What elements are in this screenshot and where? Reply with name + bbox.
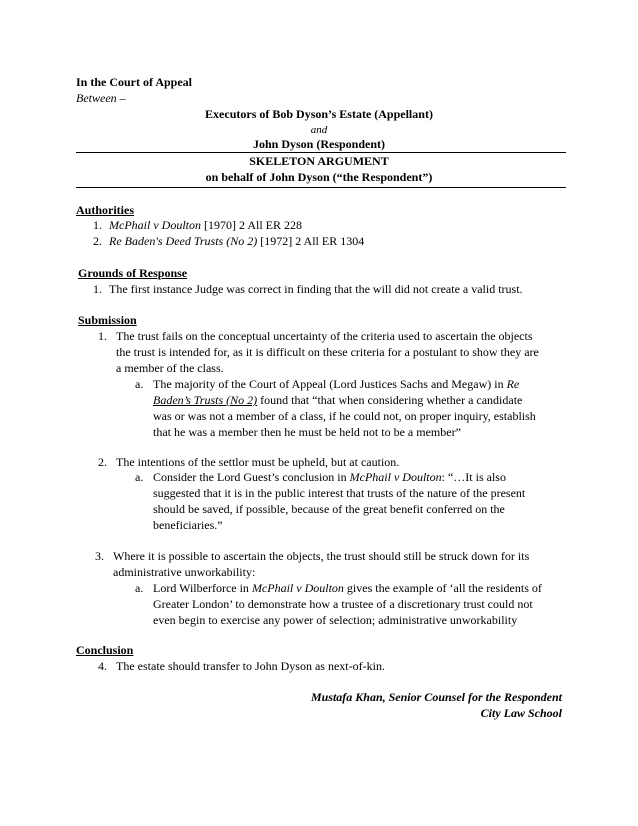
submission-3-line: administrative unworkability: [113,565,256,579]
signature-institution: City Law School [480,706,562,720]
case-name: McPhail v Doulton [109,218,201,232]
submission-1a-line: The majority of the Court of Appeal (Lord Justices Sachs and Megaw) in Re [153,377,520,391]
list-number: 1. [93,282,102,296]
submission-3a-line: Lord Wilberforce in McPhail v Doulton gives the example of ‘all the residents of [153,581,542,595]
conclusion-heading: Conclusion [76,643,134,657]
list-number: 1. [98,329,107,343]
sub-list-label: a. [135,377,144,391]
submission-3-line: Where it is possible to ascertain the objects, the trust should still be struck down for its [113,549,530,563]
submission-1a-line: was or was not a member of a class, if he could not, on proper inquiry, establish [153,409,536,423]
submission-1a-line: that he was a member then he must be held not to be a member” [153,425,461,439]
list-number: 2. [93,234,102,248]
authorities-heading: Authorities [76,203,134,217]
sub-list-label: a. [135,581,144,595]
case-citation: [1972] 2 All ER 1304 [257,234,365,248]
case-citation: [1970] 2 All ER 228 [200,218,302,232]
submission-2a-line: suggested that it is in the public interest that trusts of the nature of the present [153,486,526,500]
submission-heading: Submission [78,313,137,327]
authority-item [93,218,302,233]
case-name: Re Baden's Deed Trusts (No 2) [109,234,258,248]
conclusion-text: The estate should transfer to John Dyson as next-of-kin. [116,659,385,673]
header-rule-bottom [76,187,566,188]
grounds-heading: Grounds of Response [78,266,188,280]
and-label: and [310,124,328,136]
grounds-item [93,282,523,297]
on-behalf-line: on behalf of John Dyson (“the Respondent”) [205,170,433,184]
respondent-line: John Dyson (Respondent) [252,137,386,151]
grounds-text: The first instance Judge was correct in finding that the will did not create a valid trust. [109,282,523,296]
sub-list-label: a. [135,470,144,484]
submission-1-line: a member of the class. [116,361,224,375]
submission-3a-line: even begin to exercise any power of selection; administrative unworkability [153,613,518,627]
list-number: 2. [98,455,107,469]
submission-2a-line: Consider the Lord Guest’s conclusion in McPhail v Doulton: “…It is also [153,470,506,484]
submission-2-line: The intentions of the settlor must be upheld, but at caution. [116,455,400,469]
submission-2a-line: beneficiaries.” [153,518,223,532]
list-number: 4. [98,659,107,673]
signature-name: Mustafa Khan, Senior Counsel for the Respondent [310,690,562,704]
authority-item [93,234,364,249]
submission-1a-line: Baden’s Trusts (No 2) found that “that when considering whether a candidate [153,393,523,407]
list-number: 3. [95,549,104,563]
submission-3a-line: Greater London’ to demonstrate how a trustee of a discretionary trust could not [153,597,533,611]
submission-1-line: the trust is intended for, as it is difficult on these criteria for a postulant to show they are [116,345,539,359]
submission-2a-line: should be saved, if possible, because of the great benefit conferred on the [153,502,505,516]
list-number: 1. [93,218,102,232]
document-title: SKELETON ARGUMENT [249,154,389,168]
between-label: Between – [76,91,126,105]
submission-1-line: The trust fails on the conceptual uncertainty of the criteria used to ascertain the objects [116,329,533,343]
appellant-line: Executors of Bob Dyson’s Estate (Appellant) [205,107,433,121]
header-rule-top [76,152,566,153]
court-name: In the Court of Appeal [76,75,193,89]
